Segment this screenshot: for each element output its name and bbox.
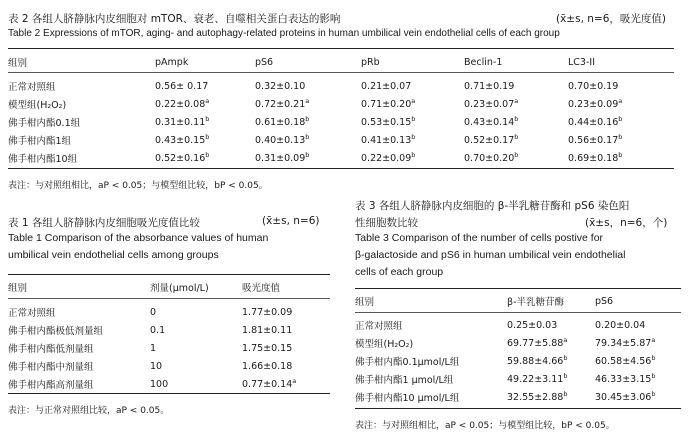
table2-header-cell: LC3-II <box>568 56 596 68</box>
table1-value-cell-superscript: a <box>292 376 297 385</box>
table3-galactosidase-cell-superscript: b <box>563 389 568 398</box>
table2-data-cell <box>155 95 255 113</box>
table3-ps6-cell-superscript: b <box>651 389 656 398</box>
table3-title-en-3: cells of each group <box>355 266 444 278</box>
table2-group-cell <box>8 149 155 167</box>
table1-value-cell <box>242 321 330 339</box>
table2-data-cell <box>568 77 674 95</box>
table1-group-cell <box>8 303 150 321</box>
table1-row <box>8 321 330 339</box>
table3-title-cn-2: 性细胞数比较 <box>355 217 418 229</box>
table2-header-row <box>8 53 674 71</box>
table2-data-cell-value: 0.52±0.17 <box>464 134 515 146</box>
table2-data-cell-value: 0.43±0.14 <box>464 116 515 128</box>
table2-header-cell: pS6 <box>255 56 274 68</box>
table2-data-cell-value: 0.43±0.15 <box>155 134 206 146</box>
table1-group-cell-value: 佛手柑内酯低剂量组 <box>8 344 94 355</box>
table2-data-cell-superscript: a <box>618 96 623 105</box>
table2-data-cell-superscript: b <box>305 150 310 159</box>
table3-ps6-cell-superscript: a <box>651 335 656 344</box>
table3-group-cell <box>355 334 507 352</box>
table2-data-cell-value: 0.72±0.21 <box>255 98 306 110</box>
table1-dose-cell-value: 0 <box>150 306 157 318</box>
table2-row <box>8 149 674 167</box>
table2-data-cell-superscript: b <box>514 132 519 141</box>
table2-group-cell-value: 佛手柑内酯1组 <box>8 136 72 147</box>
table2-data-cell-superscript: b <box>205 132 210 141</box>
table2-row <box>8 113 674 131</box>
table2-data-cell <box>464 131 568 149</box>
table1-dose-cell <box>150 321 242 339</box>
table1-top-rule <box>8 274 330 275</box>
table1-dose-cell <box>150 339 242 357</box>
table2-data-cell-value: 0.61±0.18 <box>255 116 306 128</box>
table2-row <box>8 95 674 113</box>
table2-data-cell-value: 0.56± 0.17 <box>155 80 209 92</box>
table3-note-text: 表注：与对照组相比，aP < 0.05；与模型组比较，bP < 0.05。 <box>355 421 615 431</box>
table2-data-cell-value: 0.70±0.20 <box>464 152 515 164</box>
table2-top-rule <box>8 48 674 49</box>
table2-data-cell-superscript: b <box>205 114 210 123</box>
table3-galactosidase-cell-superscript: b <box>563 353 568 362</box>
table3-ps6-cell-superscript: b <box>651 371 656 380</box>
table3-galactosidase-cell <box>507 370 595 388</box>
table2-data-cell-value: 0.69±0.18 <box>568 152 619 164</box>
table2-data-cell-value: 0.70±0.19 <box>568 80 619 92</box>
table2-data-cell <box>568 149 674 167</box>
table2-data-cell-value: 0.44±0.16 <box>568 116 619 128</box>
table1-header-cell: 组别 <box>8 283 28 294</box>
table2-data-cell-value: 0.40±0.13 <box>255 134 306 146</box>
table1-title-cn: 表 1 各组人脐静脉内皮细胞吸光度值比较 <box>8 217 200 229</box>
table3-row <box>355 352 681 370</box>
table3-ps6-cell <box>595 334 681 352</box>
table3-header-rule <box>355 312 681 313</box>
table2-data-cell <box>464 77 568 95</box>
table1-value-cell <box>242 303 330 321</box>
table1-title-en-2: umbilical vein endothelial cells among groups <box>8 249 219 261</box>
table2-header-cell: pRb <box>361 56 380 68</box>
table2-bottom-rule <box>8 168 674 169</box>
table1-value-cell <box>242 339 330 357</box>
table1-title-en-1: Table 1 Comparison of the absorbance values of human <box>8 232 269 244</box>
table2-title-en: Table 2 Expressions of mTOR, aging- and autophagy-related proteins in human umbilical vein endothelial cells of each group <box>8 28 560 39</box>
table1-unit: (x̄±s, n=6) <box>262 215 320 227</box>
table2-note-text: 表注：与对照组相比，aP < 0.05；与模型组比较，bP < 0.05。 <box>8 181 268 191</box>
table3-ps6-cell-superscript: b <box>651 353 656 362</box>
table3-title-en-1: Table 3 Comparison of the number of cells postive for <box>355 232 604 244</box>
table3-galactosidase-cell-superscript: a <box>563 335 568 344</box>
table3-ps6-cell-value: 0.20±0.04 <box>595 319 646 331</box>
table2-data-cell-value: 0.31±0.11 <box>155 116 206 128</box>
table1-header-rule <box>8 298 330 299</box>
table3-galactosidase-cell <box>507 316 595 334</box>
table2 <box>8 53 674 167</box>
table3-row <box>355 370 681 388</box>
table1-value-cell-value: 1.75±0.15 <box>242 342 293 354</box>
table2-group-cell-value: 正常对照组 <box>8 82 56 93</box>
table1-row <box>8 303 330 321</box>
table2-data-cell <box>361 131 464 149</box>
table2-data-cell-value: 0.56±0.17 <box>568 134 619 146</box>
table3-group-cell-value: 模型组(H₂O₂) <box>355 339 414 350</box>
table3-galactosidase-cell-value: 49.22±3.11 <box>507 373 564 385</box>
table3-row <box>355 316 681 334</box>
table3-title-en-2: β-galactoside and pS6 in human umbilical vein endothelial <box>355 249 626 261</box>
table2-data-cell-value: 0.71±0.20 <box>361 98 412 110</box>
table3-top-rule <box>355 288 681 289</box>
table3 <box>355 292 681 406</box>
table2-data-cell <box>255 149 361 167</box>
table3-ps6-cell-value: 46.33±3.15 <box>595 373 652 385</box>
table3-ps6-cell <box>595 316 681 334</box>
table1-bottom-rule <box>8 393 330 394</box>
table1-group-cell <box>8 357 150 375</box>
table1 <box>8 278 330 393</box>
table3-ps6-cell-value: 79.34±5.87 <box>595 337 652 349</box>
table1-dose-cell-value: 1 <box>150 342 157 354</box>
table2-data-cell <box>255 77 361 95</box>
table3-galactosidase-cell-superscript: b <box>563 371 568 380</box>
table3-group-cell <box>355 388 507 406</box>
table1-row <box>8 357 330 375</box>
table2-data-cell <box>255 131 361 149</box>
table1-dose-cell-value: 100 <box>150 378 169 390</box>
table2-data-cell <box>568 95 674 113</box>
table2-row <box>8 77 674 95</box>
table1-group-cell-value: 佛手柑内酯中剂量组 <box>8 362 94 373</box>
table1-dose-cell <box>150 303 242 321</box>
table2-header-cell: pAmpk <box>155 56 189 68</box>
table2-data-cell-superscript: a <box>205 96 210 105</box>
table1-group-cell <box>8 375 150 393</box>
table2-header-cell: Beclin-1 <box>464 56 503 68</box>
table2-data-cell <box>255 113 361 131</box>
table2-data-cell-value: 0.32±0.10 <box>255 80 306 92</box>
table3-group-cell-value: 佛手柑内酯0.1μmol/L组 <box>355 357 460 368</box>
table3-title-cn-1: 表 3 各组人脐静脉内皮细胞的 β-半乳糖苷酶和 pS6 染色阳 <box>355 200 630 212</box>
table1-header-cell: 剂量(μmol/L) <box>150 283 209 294</box>
table3-galactosidase-cell <box>507 334 595 352</box>
table2-data-cell <box>155 77 255 95</box>
table2-header-rule <box>8 72 674 73</box>
table2-data-cell-value: 0.53±0.15 <box>361 116 412 128</box>
table1-dose-cell <box>150 357 242 375</box>
table3-galactosidase-cell <box>507 388 595 406</box>
table3-galactosidase-cell-value: 69.77±5.88 <box>507 337 564 349</box>
table2-data-cell <box>155 131 255 149</box>
table2-data-cell <box>361 95 464 113</box>
table2-data-cell <box>361 113 464 131</box>
table3-galactosidase-cell-value: 59.88±4.66 <box>507 355 564 367</box>
table2-data-cell-superscript: b <box>618 114 623 123</box>
table2-data-cell <box>464 95 568 113</box>
table2-data-cell <box>155 113 255 131</box>
table2-data-cell-superscript: b <box>411 114 416 123</box>
table3-group-cell <box>355 352 507 370</box>
table1-row <box>8 375 330 393</box>
table2-data-cell <box>464 149 568 167</box>
table2-data-cell <box>361 77 464 95</box>
table2-data-cell-superscript: b <box>411 150 416 159</box>
table3-header-row <box>355 292 681 310</box>
table3-ps6-cell-value: 30.45±3.06 <box>595 391 652 403</box>
table3-ps6-cell <box>595 388 681 406</box>
table2-data-cell-superscript: b <box>514 114 519 123</box>
table3-group-cell <box>355 370 507 388</box>
table2-data-cell <box>155 149 255 167</box>
table3-header-cell: pS6 <box>595 295 614 307</box>
table2-data-cell-superscript: a <box>305 96 310 105</box>
table3-row <box>355 334 681 352</box>
table1-value-cell <box>242 357 330 375</box>
table2-data-cell-superscript: b <box>305 132 310 141</box>
table2-group-cell-value: 模型组(H₂O₂) <box>8 100 67 111</box>
table3-group-cell-value: 佛手柑内酯10 μmol/L组 <box>355 393 460 404</box>
table1-group-cell-value: 佛手柑内酯高剂量组 <box>8 380 94 391</box>
table2-note <box>8 178 268 191</box>
table2-group-cell <box>8 113 155 131</box>
table1-dose-cell-value: 10 <box>150 360 163 372</box>
table1-header-cell: 吸光度值 <box>242 283 281 294</box>
table2-header-cell: 组别 <box>8 58 28 69</box>
table3-galactosidase-cell-value: 0.25±0.03 <box>507 319 558 331</box>
table2-data-cell-value: 0.23±0.09 <box>568 98 619 110</box>
table2-unit: (x̄±s, n=6，吸光度值) <box>556 13 666 25</box>
table2-data-cell <box>568 131 674 149</box>
table2-title-cn: 表 2 各组人脐静脉内皮细胞对 mTOR、衰老、自噬相关蛋白表达的影响 <box>8 13 341 25</box>
table2-data-cell-value: 0.52±0.16 <box>155 152 206 164</box>
table2-data-cell-value: 0.23±0.07 <box>464 98 515 110</box>
table3-group-cell <box>355 316 507 334</box>
table1-row <box>8 339 330 357</box>
table1-group-cell-value: 正常对照组 <box>8 308 56 319</box>
table1-value-cell-value: 1.81±0.11 <box>242 324 293 336</box>
table2-group-cell <box>8 131 155 149</box>
table1-group-cell <box>8 339 150 357</box>
table1-value-cell <box>242 375 330 393</box>
table1-header-row <box>8 278 330 296</box>
table3-galactosidase-cell-value: 32.55±2.88 <box>507 391 564 403</box>
table2-group-cell <box>8 77 155 95</box>
table2-data-cell-superscript: b <box>618 150 623 159</box>
table1-note-text: 表注：与正常对照组比较，aP < 0.05。 <box>8 406 170 416</box>
table3-header-cell: 组别 <box>355 297 375 308</box>
table2-group-cell-value: 佛手柑内酯10组 <box>8 154 78 165</box>
table2-data-cell <box>361 149 464 167</box>
table2-data-cell-superscript: b <box>618 132 623 141</box>
table3-group-cell-value: 佛手柑内酯1 μmol/L组 <box>355 375 454 386</box>
table1-dose-cell-value: 0.1 <box>150 324 166 336</box>
table2-data-cell-superscript: b <box>305 114 310 123</box>
table2-data-cell-value: 0.31±0.09 <box>255 152 306 164</box>
table2-data-cell <box>464 113 568 131</box>
table2-data-cell-superscript: b <box>411 132 416 141</box>
table3-bottom-rule <box>355 408 681 409</box>
table1-value-cell-value: 1.77±0.09 <box>242 306 293 318</box>
table2-group-cell-value: 佛手柑内酯0.1组 <box>8 118 81 129</box>
table1-value-cell-value: 0.77±0.14 <box>242 378 293 390</box>
table3-header-cell: β-半乳糖苷酶 <box>507 297 564 308</box>
table1-group-cell <box>8 321 150 339</box>
table1-group-cell-value: 佛手柑内酯极低剂量组 <box>8 326 104 337</box>
table2-group-cell <box>8 95 155 113</box>
table3-ps6-cell <box>595 352 681 370</box>
table3-row <box>355 388 681 406</box>
table2-data-cell-superscript: b <box>205 150 210 159</box>
table1-note <box>8 403 169 416</box>
table2-data-cell-value: 0.71±0.19 <box>464 80 515 92</box>
table2-data-cell-superscript: a <box>411 96 416 105</box>
table2-data-cell-superscript: a <box>514 96 519 105</box>
table2-data-cell <box>255 95 361 113</box>
table2-data-cell <box>568 113 674 131</box>
table2-data-cell-value: 0.22±0.09 <box>361 152 412 164</box>
table3-ps6-cell-value: 60.58±4.56 <box>595 355 652 367</box>
table2-data-cell-value: 0.22±0.08 <box>155 98 206 110</box>
table3-galactosidase-cell <box>507 352 595 370</box>
table2-data-cell-value: 0.21±0.07 <box>361 80 412 92</box>
table2-data-cell-superscript: b <box>514 150 519 159</box>
table3-group-cell-value: 正常对照组 <box>355 321 403 332</box>
table1-dose-cell <box>150 375 242 393</box>
table3-note <box>355 418 615 431</box>
table1-value-cell-value: 1.66±0.18 <box>242 360 293 372</box>
table2-data-cell-value: 0.41±0.13 <box>361 134 412 146</box>
table3-ps6-cell <box>595 370 681 388</box>
table2-row <box>8 131 674 149</box>
table3-unit: (x̄±s，n=6，个) <box>585 217 668 229</box>
